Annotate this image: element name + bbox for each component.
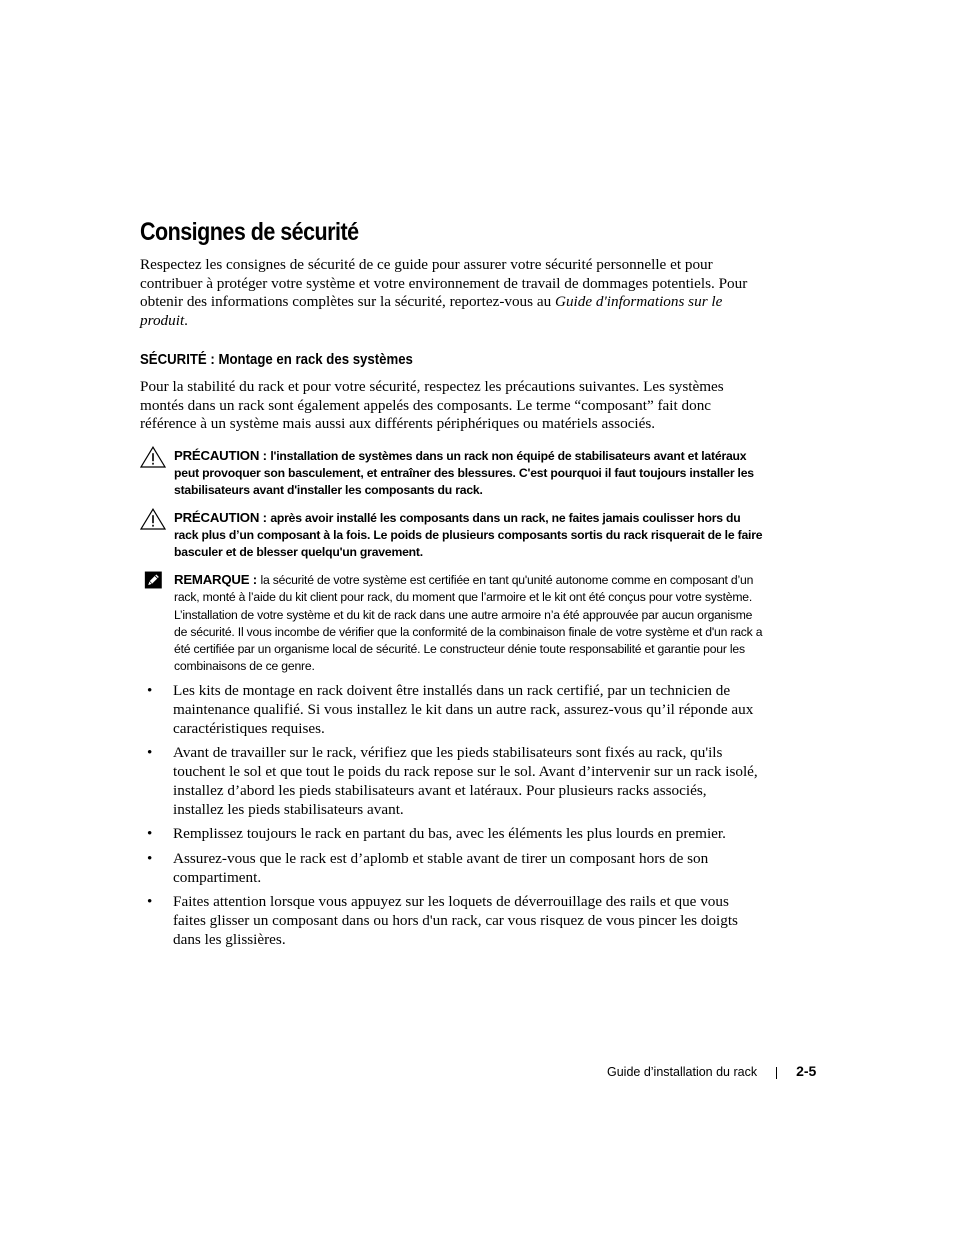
bullet-symbol: • — [147, 682, 153, 700]
list-item — [140, 850, 760, 887]
bullet-symbol: • — [147, 893, 153, 911]
caution-label: PRÉCAUTION : — [174, 447, 271, 463]
list-item — [140, 744, 760, 819]
list-item-text: Remplissez toujours le rack en partant du bas, avec les éléments les plus lourds en premier. — [173, 825, 726, 843]
intro-paragraph — [140, 256, 760, 331]
intro-text-end: . — [184, 312, 188, 330]
list-item — [140, 682, 760, 738]
page-number: 2-5 — [796, 1063, 817, 1079]
page-title: Consignes de sécurité — [140, 218, 359, 246]
list-item — [140, 825, 760, 844]
footer-doc-title: Guide d’installation du rack — [607, 1065, 758, 1079]
page-content — [140, 216, 763, 956]
note-pencil-icon — [144, 569, 166, 591]
footer-divider — [776, 1067, 777, 1079]
product-info-guide-reference: Guide d'informations sur le produit — [140, 293, 723, 330]
caution-label: PRÉCAUTION : — [174, 509, 271, 525]
list-item-text: Faites attention lorsque vous appuyez sur les loquets de déverrouillage des rails et que vous faites glisser un composant dans ou hors d'un rack, car vous risquez de vous pincer les doigts dans les glissières. — [173, 893, 738, 948]
list-item — [140, 893, 760, 949]
caution-notice-2 — [140, 509, 764, 562]
caution-notice-1 — [140, 447, 764, 500]
warning-triangle-icon — [140, 508, 166, 530]
caution-text: après avoir installé les composants dans un rack, ne faites jamais coulisser hors du rack plus d’un composant à la fois. Le poids de plusieurs composants sortis du rack risquerait de le faire basculer et de blesser quelqu'un gravement. — [174, 510, 763, 559]
bullet-symbol: • — [147, 825, 153, 843]
note-notice — [140, 571, 764, 675]
list-item-text: Avant de travailler sur le rack, vérifiez que les pieds stabilisateurs sont fixés au rack, qu'ils touchent le sol et que tout le poids du rack repose sur le sol. Avant d’intervenir sur un rack isolé, installez d’abord les pieds stabilisateurs avant et latéraux. Pour plusieurs racks associés, installez les pieds stabilisateurs avant. — [173, 744, 758, 818]
bullet-symbol: • — [147, 849, 153, 867]
bullet-symbol: • — [147, 744, 153, 762]
section-heading: SÉCURITÉ : Montage en rack des systèmes — [140, 350, 413, 368]
intro-text: Respectez les consignes de sécurité de ce guide pour assurer votre sécurité personnelle et pour contribuer à protéger votre système et votre environnement de travail de dommages potentiels. Pour obtenir des informations complètes sur la sécurité, reportez-vous au — [140, 256, 748, 311]
list-item-text: Les kits de montage en rack doivent être installés dans un rack certifié, par un technicien de maintenance qualifié. Si vous installez le kit dans un autre rack, assurez-vous qu’il réponde aux caractéristiques requises. — [173, 682, 754, 737]
note-label: REMARQUE : — [174, 572, 261, 588]
page-footer — [607, 1061, 816, 1081]
note-text: la sécurité de votre système est certifiée en tant qu'unité autonome comme en composant d’un rack, monté à l’aide du kit client pour rack, du moment que l’armoire et le kit ont été conçus pour votre système. L’installation de votre système et du kit de rack dans une autre armoire n’a été approuvée par aucun organisme de sécurité. Il vous incombe de vérifier que la conformité de la combinaison finale de votre système et d'un rack a été certifiée par un organisme local de sécurité. Le constructeur dénie toute responsabilité et garantie pour les combinaisons de ce genre. — [174, 573, 763, 674]
caution-text: l'installation de systèmes dans un rack non équipé de stabilisateurs avant et latéraux peut provoquer son basculement, et entraîner des blessures. C'est pourquoi il faut toujours installer les stabilisateurs avant d'installer les composants du rack. — [174, 448, 754, 498]
safety-bullet-list — [140, 682, 760, 949]
section-intro-paragraph: Pour la stabilité du rack et pour votre sécurité, respectez les précautions suivantes. Les systèmes montés dans un rack sont également appelés des composants. Le terme “composant” fait donc référence à un système mais aussi aux différents périphériques ou matériels associés. — [140, 377, 724, 433]
warning-triangle-icon — [140, 446, 166, 468]
list-item-text: Assurez-vous que le rack est d’aplomb et stable avant de tirer un composant hors de son compartiment. — [173, 849, 709, 886]
